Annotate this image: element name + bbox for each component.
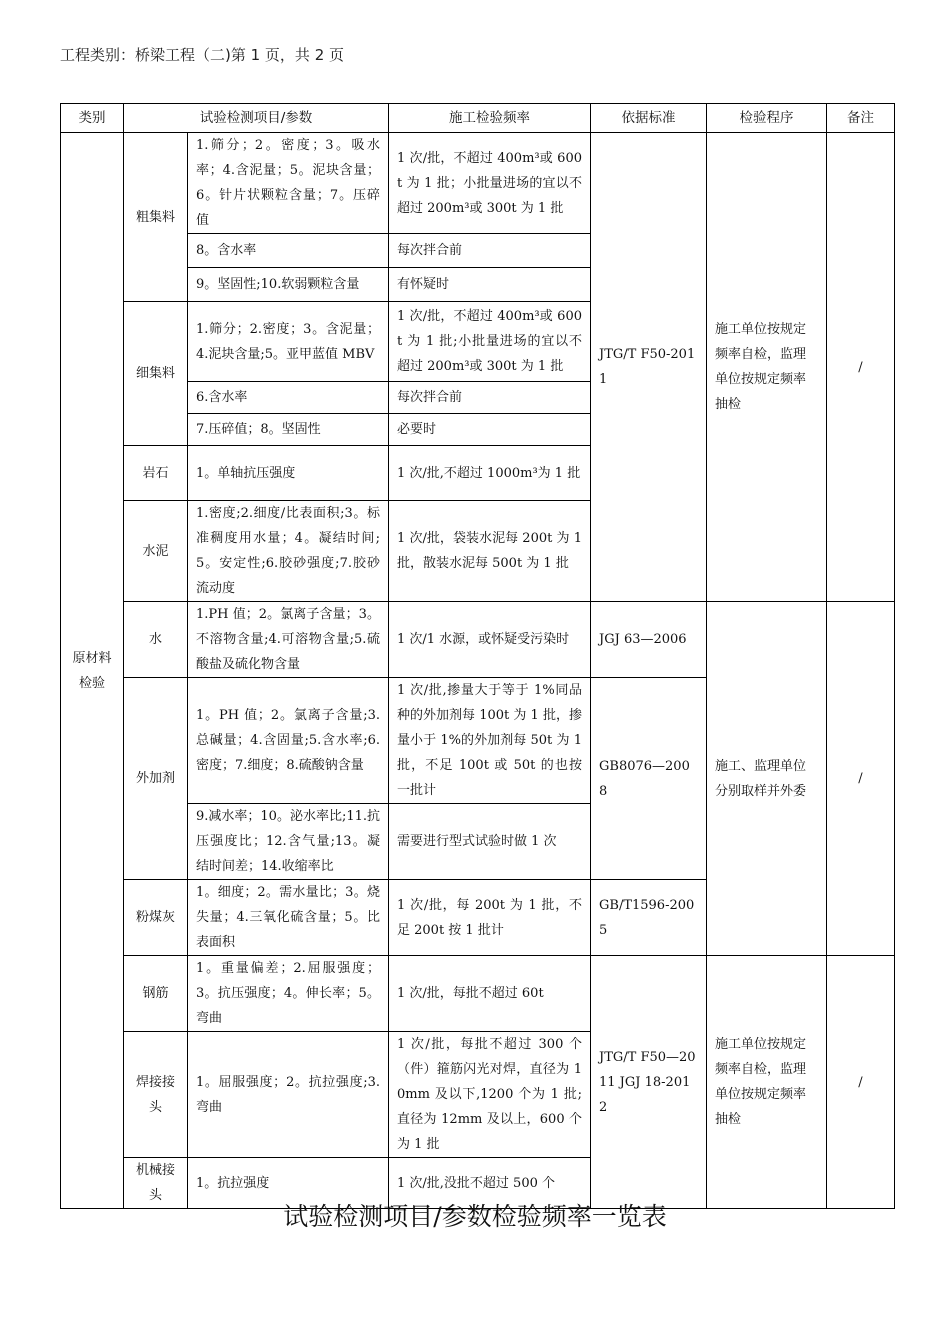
- remark-cell: /: [827, 956, 895, 1209]
- material-cement: 水泥: [124, 501, 188, 602]
- frequency-cell: 1 次/批,没批不超过 500 个: [389, 1158, 591, 1209]
- frequency-cell: 每次拌合前: [389, 234, 591, 268]
- frequency-cell: 1 次/1 水源，或怀疑受污染时: [389, 602, 591, 678]
- material-fine-aggregate: 细集料: [124, 302, 188, 446]
- material-water: 水: [124, 602, 188, 678]
- document-title: 试验检测项目/参数检验频率一览表: [283, 1202, 667, 1231]
- col-header-frequency: 施工检验频率: [389, 104, 591, 133]
- material-mechanical-joint: 机械接头: [124, 1158, 188, 1209]
- col-header-item: 试验检测项目/参数: [124, 104, 389, 133]
- frequency-cell: 1 次/批，不超过 400m³或 600t 为 1 批；小批量进场的宜以不超过 200m³或 300t 为 1 批: [389, 133, 591, 234]
- frequency-cell: 必要时: [389, 414, 591, 446]
- item-cell: 9。坚固性;10.软弱颗粒含量: [188, 268, 389, 302]
- table-header-row: [61, 104, 895, 133]
- item-cell: 1。细度；2。需水量比；3。烧失量；4.三氧化硫含量；5。比表面积: [188, 880, 389, 956]
- item-cell: 1.PH 值；2。氯离子含量；3。不溶物含量;4.可溶物含量;5.硫酸盐及硫化物含量: [188, 602, 389, 678]
- material-coarse-aggregate: 粗集料: [124, 133, 188, 302]
- item-cell: 1.密度;2.细度/比表面积;3。标准稠度用水量；4。凝结时间;5。安定性;6.胶砂强度;7.胶砂流动度: [188, 501, 389, 602]
- material-flyash: 粉煤灰: [124, 880, 188, 956]
- material-rebar: 钢筋: [124, 956, 188, 1032]
- standard-cell: GB8076—2008: [591, 678, 707, 880]
- item-cell: 1。PH 值；2。氯离子含量;3.总碱量；4.含固量;5.含水率;6.密度；7.细度；8.硫酸钠含量: [188, 678, 389, 804]
- standard-cell: GB/T1596-2005: [591, 880, 707, 956]
- standard-cell: JGJ 63—2006: [591, 602, 707, 678]
- frequency-cell: 每次拌合前: [389, 382, 591, 414]
- standard-cell: JTG/T F50-2011: [591, 133, 707, 602]
- item-cell: 1。单轴抗压强度: [188, 446, 389, 501]
- item-cell: 6.含水率: [188, 382, 389, 414]
- material-admixture: 外加剂: [124, 678, 188, 880]
- procedure-cell: 施工、监理单位分别取样并外委: [707, 602, 827, 956]
- item-cell: 8。含水率: [188, 234, 389, 268]
- col-header-remark: 备注: [827, 104, 895, 133]
- item-cell: 1.筛分；2.密度；3。含泥量；4.泥块含量;5。亚甲蓝值 MBV: [188, 302, 389, 382]
- item-cell: 1。抗拉强度: [188, 1158, 389, 1209]
- procedure-cell: 施工单位按规定频率自检，监理单位按规定频率抽检: [707, 956, 827, 1209]
- col-header-standard: 依据标准: [591, 104, 707, 133]
- col-header-procedure: 检验程序: [707, 104, 827, 133]
- frequency-cell: 1 次/批，每 200t 为 1 批，不足 200t 按 1 批计: [389, 880, 591, 956]
- frequency-cell: 1 次/批，不超过 400m³或 600t 为 1 批;小批量进场的宜以不超过 200m³或 300t 为 1 批: [389, 302, 591, 382]
- frequency-cell: 1 次/批,掺量大于等于 1%同品种的外加剂每 100t 为 1 批，掺量小于 1%的外加剂每 50t 为 1 批，不足 100t 或 50t 的也按一批计: [389, 678, 591, 804]
- material-rock: 岩石: [124, 446, 188, 501]
- remark-cell: /: [827, 602, 895, 956]
- material-weld-joint: 焊接接头: [124, 1032, 188, 1158]
- frequency-cell: 1 次/批,不超过 1000m³为 1 批: [389, 446, 591, 501]
- table-row: [61, 956, 895, 1032]
- frequency-cell: 1 次/批，每批不超过 300 个（件）箍筋闪光对焊，直径为 10mm 及以下,1200 个为 1 批;直径为 12mm 及以上，600 个为 1 批: [389, 1032, 591, 1158]
- item-cell: 7.压碎值；8。坚固性: [188, 414, 389, 446]
- frequency-cell: 1 次/批，袋装水泥每 200t 为 1 批，散装水泥每 500t 为 1 批: [389, 501, 591, 602]
- table-row: [61, 133, 895, 234]
- item-cell: 1.筛分；2。密度；3。吸水率；4.含泥量；5。泥块含量；6。针片状颗粒含量；7。压碎值: [188, 133, 389, 234]
- frequency-cell: 需要进行型式试验时做 1 次: [389, 804, 591, 880]
- category-cell: 原材料检验: [61, 133, 124, 1209]
- item-cell: 1。屈服强度；2。抗拉强度;3.弯曲: [188, 1032, 389, 1158]
- procedure-cell: 施工单位按规定频率自检，监理单位按规定频率抽检: [707, 133, 827, 602]
- col-header-category: 类别: [61, 104, 124, 133]
- item-cell: 9.减水率；10。泌水率比;11.抗压强度比；12.含气量;13。凝结时间差；14.收缩率比: [188, 804, 389, 880]
- standard-cell: JTG/T F50—2011 JGJ 18-2012: [591, 956, 707, 1209]
- table-row: [61, 602, 895, 678]
- frequency-cell: 有怀疑时: [389, 268, 591, 302]
- remark-cell: /: [827, 133, 895, 602]
- page-header: 工程类别：桥梁工程（二)第 1 页，共 2 页: [60, 46, 345, 64]
- item-cell: 1。重量偏差；2.屈服强度；3。抗压强度；4。伸长率；5。弯曲: [188, 956, 389, 1032]
- inspection-frequency-table: [60, 103, 895, 1209]
- frequency-cell: 1 次/批，每批不超过 60t: [389, 956, 591, 1032]
